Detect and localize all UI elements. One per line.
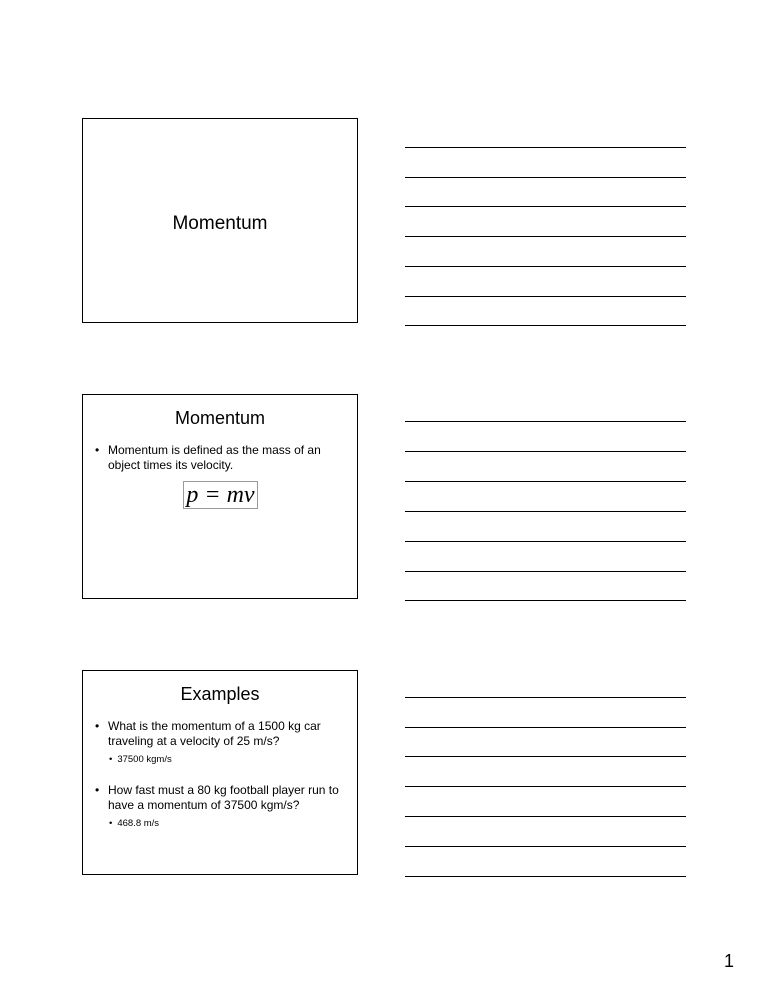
note-line	[405, 177, 686, 178]
note-line	[405, 600, 686, 601]
bullet-text: Momentum is defined as the mass of an object times its velocity.	[108, 443, 321, 472]
slide-title: Examples	[180, 684, 260, 704]
slide-title: Momentum	[174, 408, 266, 428]
page-number: 1	[723, 951, 734, 971]
answer-item	[109, 818, 159, 830]
answer-text: 37500 kgm/s	[117, 754, 172, 765]
note-line	[405, 511, 686, 512]
note-line	[405, 876, 686, 877]
note-line	[405, 816, 686, 817]
answer-item	[109, 754, 172, 766]
slide-1	[82, 118, 358, 323]
bullet-item	[95, 783, 341, 813]
note-line	[405, 421, 686, 422]
bullet-dot: •	[95, 443, 100, 457]
note-line	[405, 727, 686, 728]
note-line	[405, 451, 686, 452]
bullet-item	[95, 443, 341, 473]
note-line	[405, 206, 686, 207]
note-line	[405, 571, 686, 572]
note-line	[405, 786, 686, 787]
note-line	[405, 756, 686, 757]
note-line	[405, 296, 686, 297]
note-line	[405, 481, 686, 482]
bullet-dot: •	[95, 783, 100, 797]
note-line	[405, 325, 686, 326]
answer-text: 468.8 m/s	[117, 818, 160, 829]
bullet-item	[95, 719, 341, 749]
slide-3	[82, 670, 358, 875]
bullet-dot: •	[109, 754, 113, 765]
bullet-text: What is the momentum of a 1500 kg car traveling at a velocity of 25 m/s?	[108, 719, 321, 748]
note-line	[405, 236, 686, 237]
bullet-dot: •	[109, 818, 113, 829]
note-line	[405, 541, 686, 542]
bullet-dot: •	[95, 719, 100, 733]
slide-2	[82, 394, 358, 599]
note-line	[405, 697, 686, 698]
slide-title: Momentum	[172, 213, 268, 234]
momentum-formula: p = mv	[183, 481, 258, 509]
note-line	[405, 846, 686, 847]
note-line	[405, 147, 686, 148]
bullet-text: How fast must a 80 kg football player run to have a momentum of 37500 kgm/s?	[108, 783, 339, 812]
note-line	[405, 266, 686, 267]
